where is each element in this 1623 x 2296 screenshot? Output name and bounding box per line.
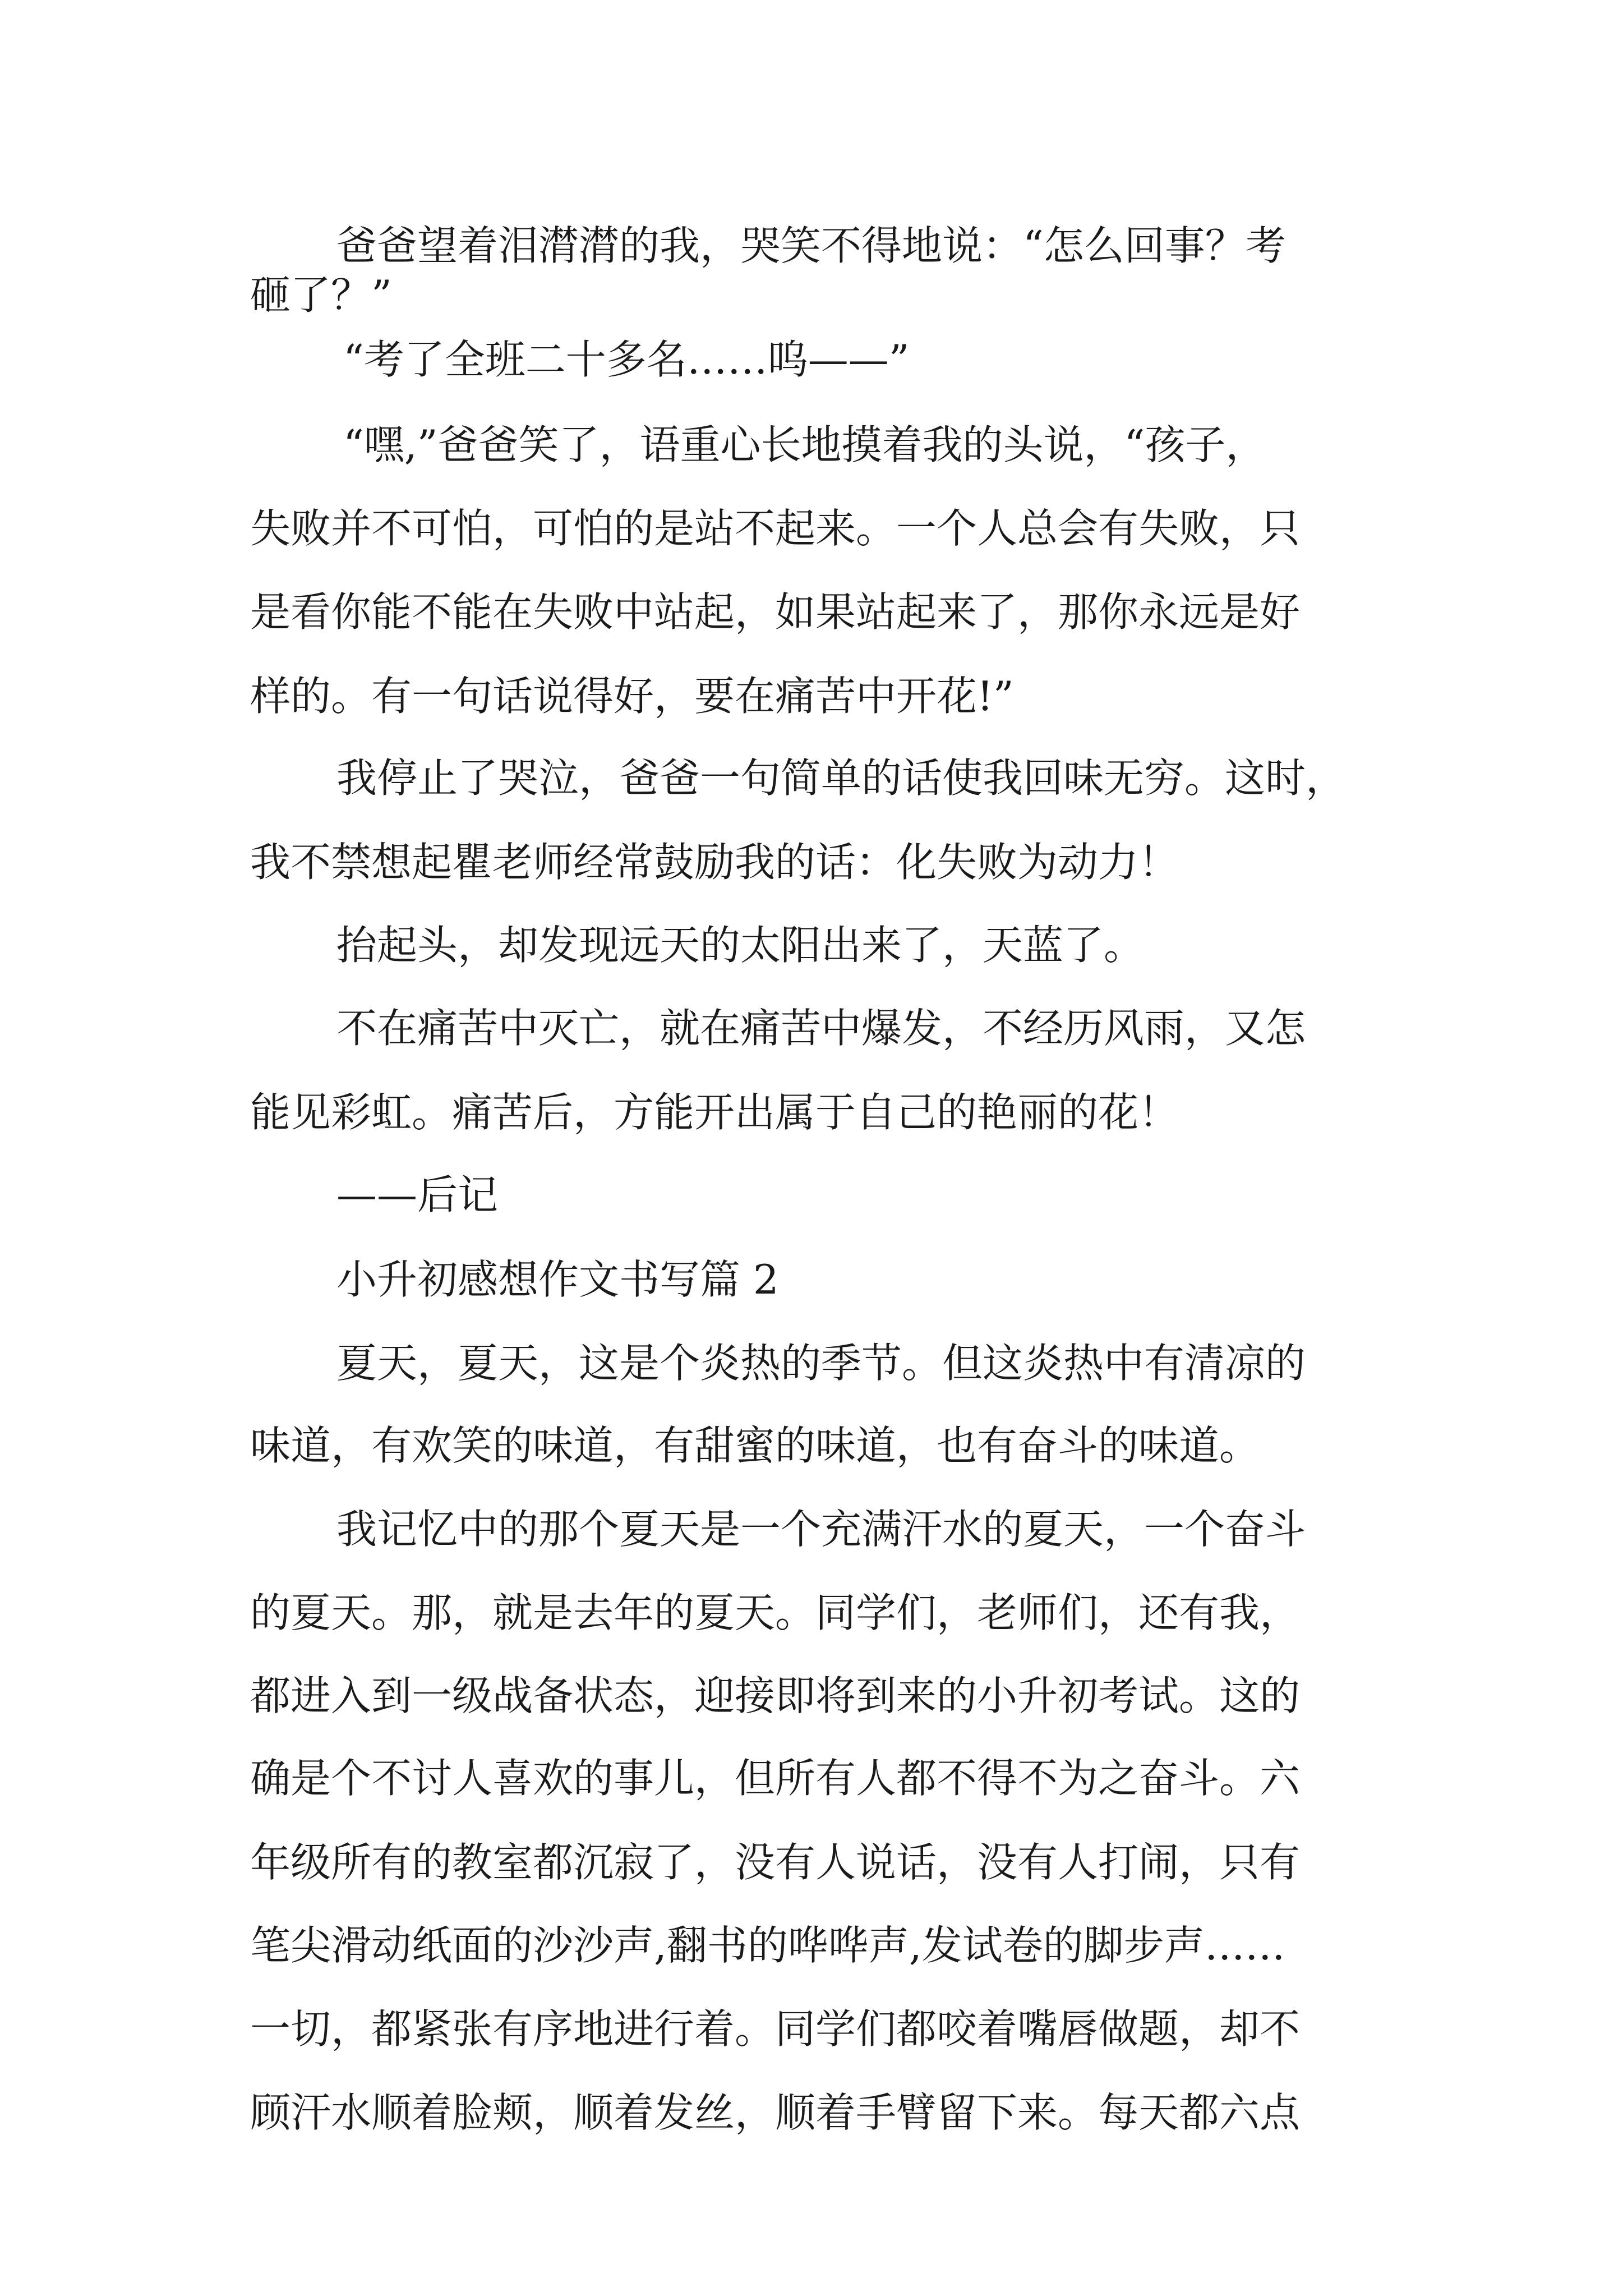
text-line: ——后记 [336, 1171, 499, 1218]
text-line: 是看你能不能在失败中站起，如果站起来了，那你永远是好 [250, 588, 1301, 636]
text-line: 能见彩虹。痛苦后，方能开出属于自己的艳丽的花！ [250, 1089, 1179, 1136]
section-heading: 小升初感想作文书写篇 2 [336, 1256, 779, 1303]
text-line: 味道，有欢笑的味道，有甜蜜的味道，也有奋斗的味道。 [250, 1422, 1260, 1469]
text-line: 我停止了哭泣，爸爸一句简单的话使我回味无穷。这时， [336, 754, 1347, 802]
text-line: 一切，都紧张有序地进行着。同学们都咬着嘴唇做题，却不 [250, 2005, 1301, 2053]
text-line: 抬起头，却发现远天的太阳出来了，天蓝了。 [336, 922, 1145, 969]
text-line: “嘿,”爸爸笑了，语重心长地摸着我的头说，“孩子， [343, 421, 1266, 468]
text-line: 确是个不讨人喜欢的事儿，但所有人都不得不为之奋斗。六 [250, 1755, 1301, 1802]
text-line: 失败并不可怕，可怕的是站不起来。一个人总会有失败，只 [250, 505, 1301, 552]
text-line: 样的。有一句话说得好，要在痛苦中开花!” [250, 673, 1014, 720]
text-line: 年级所有的教室都沉寂了，没有人说话，没有人打闹，只有 [250, 1839, 1301, 1886]
text-line: “考了全班二十多名……呜——” [343, 336, 910, 383]
text-line: 夏天，夏天，这是个炎热的季节。但这炎热中有清凉的 [336, 1340, 1306, 1387]
text-line: 我不禁想起瞿老师经常鼓励我的话：化失败为动力！ [250, 839, 1179, 886]
text-line: 爸爸望着泪潸潸的我，哭笑不得地说：“怎么回事？考 [336, 222, 1286, 269]
text-line: 笔尖滑动纸面的沙沙声,翻书的哗哗声,发试卷的脚步声…… [250, 1922, 1285, 1969]
text-line: 都进入到一级战备状态，迎接即将到来的小升初考试。这的 [250, 1672, 1301, 1719]
text-line: 我记忆中的那个夏天是一个充满汗水的夏天，一个奋斗 [336, 1506, 1306, 1553]
text-line: 顾汗水顺着脸颊，顺着发丝，顺着手臂留下来。每天都六点 [250, 2089, 1301, 2136]
text-line: 砸了？” [250, 272, 392, 319]
text-line: 的夏天。那，就是去年的夏天。同学们，老师们，还有我， [250, 1589, 1301, 1636]
text-line: 不在痛苦中灭亡，就在痛苦中爆发，不经历风雨，又怎 [336, 1005, 1306, 1052]
